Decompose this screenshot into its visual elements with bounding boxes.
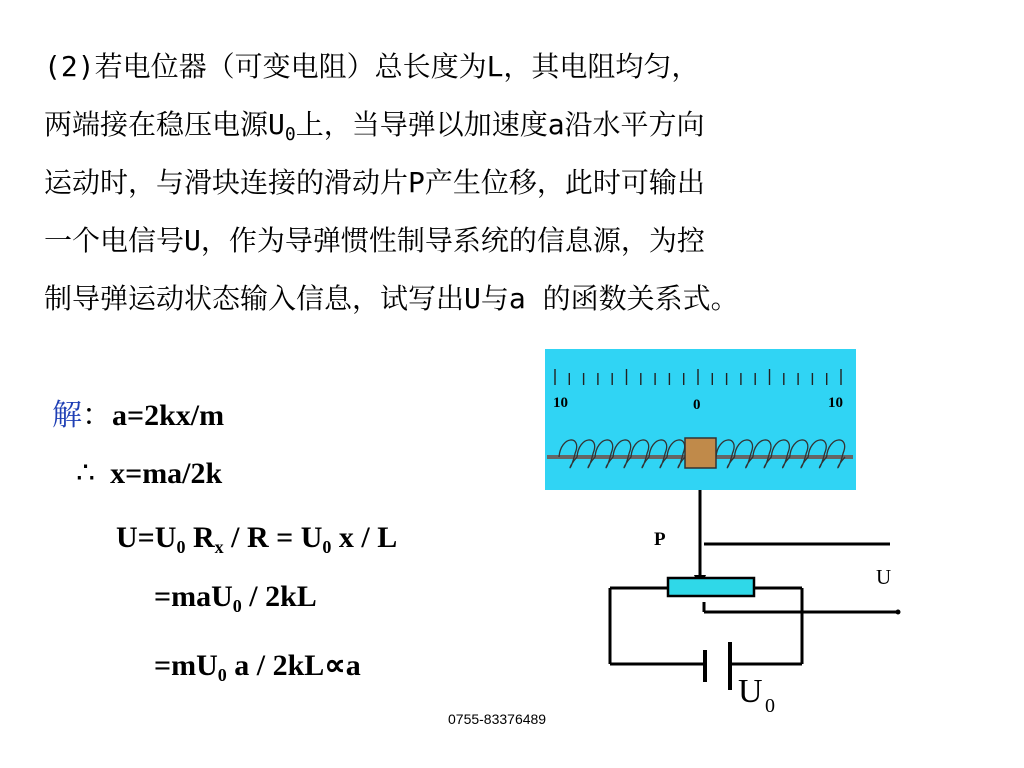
- spring-left: [559, 440, 685, 468]
- solution-eq-5: $=mU_0$ a / 2kL∝a: [154, 649, 361, 685]
- solution-eq-4: =maU$_0$ / 2kL: [154, 580, 317, 616]
- footer-phone: 0755-83376489: [448, 711, 547, 727]
- spring-right: [716, 440, 845, 468]
- problem-line-2: 两端接在稳压电源$U_0$上，当导弹以加速度a沿水平方向: [44, 108, 705, 145]
- output-terminal: [896, 610, 901, 615]
- label-u: U: [876, 565, 892, 589]
- solution-eq-2: ∴ x=ma/2k: [76, 457, 223, 490]
- problem-line-1: (2)若电位器（可变电阻）总长度为L，其电阻均匀，: [44, 50, 700, 83]
- label-p: P: [654, 529, 666, 550]
- label-source: U: [738, 673, 763, 710]
- gauge-drawing: [545, 349, 856, 490]
- solution-eq-3: $U=U_0$ $R_x / R = U_0$ x / L: [116, 521, 398, 557]
- slider-block: [685, 438, 716, 468]
- problem-line-5: 制导弹运动状态输入信息，试写出U与a 的函数关系式。: [44, 282, 739, 315]
- circuit-diagram: [590, 480, 930, 720]
- scale-label-center: 0: [693, 397, 701, 413]
- solution-label: 解: [52, 398, 82, 433]
- accelerometer-gauge: [545, 349, 856, 490]
- problem-text: [44, 38, 1004, 328]
- proportional-symbol: ∝: [324, 649, 346, 682]
- problem-line-3: 运动时，与滑块连接的滑动片P产生位移，此时可输出: [44, 166, 705, 199]
- label-source-sub: 0: [765, 695, 775, 717]
- scale-label-right: 10: [828, 395, 843, 411]
- problem-line-4: 一个电信号U，作为导弹惯性制导系统的信息源，为控: [44, 224, 705, 257]
- scale-ticks: [555, 369, 841, 385]
- therefore-symbol: ∴: [76, 457, 96, 490]
- solution-eq-1: 解：a=2kx/m: [52, 398, 225, 433]
- potentiometer-resistor: [668, 578, 754, 596]
- scale-label-left: 10: [553, 395, 568, 411]
